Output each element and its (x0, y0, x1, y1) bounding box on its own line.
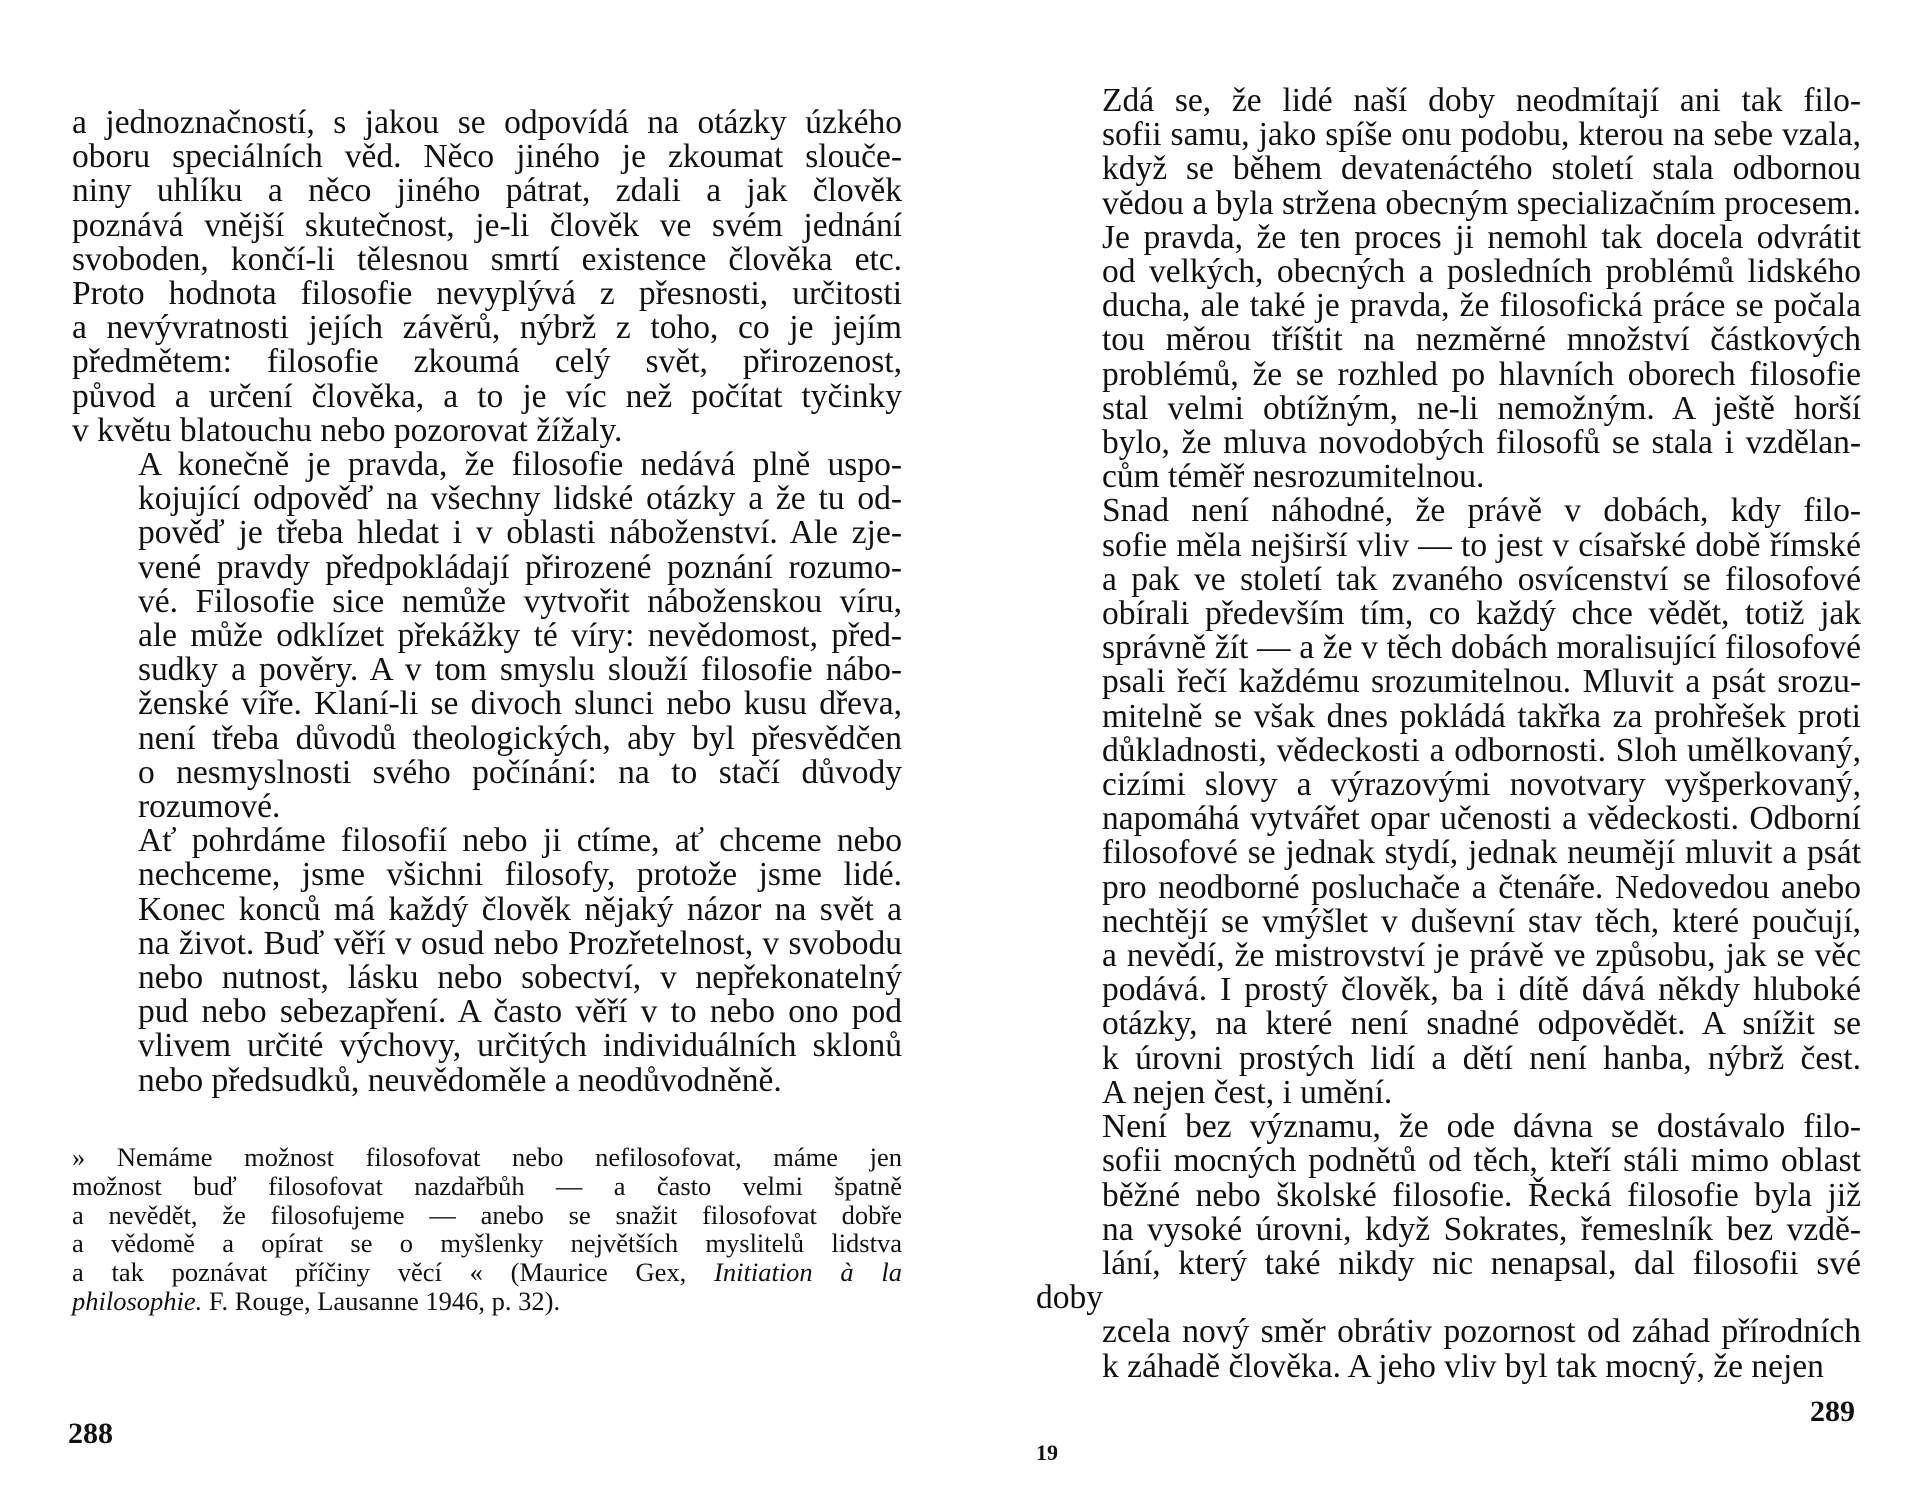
text-line: Snad není náhodné, že právě v dobách, kdy filo- (1102, 492, 1861, 530)
text-line: o nesmyslnosti svého počínání: na to stačí důvody (138, 753, 902, 791)
text-line: není třeba důvodů theologických, aby byl přesvědčen (138, 719, 902, 757)
text-line: na život. Buď věří v osud nebo Prozřetelnost, v svobodu (138, 924, 902, 962)
text-line: cům téměř nesrozumitelnou. (1102, 458, 1485, 496)
text-line: filosofové se jednak stydí, jednak neumějí mluvit a psát (1102, 834, 1861, 872)
text-line: pověď je třeba hledat i v oblasti náboženství. Ale zje- (138, 514, 902, 552)
text-line: svoboden, končí-li tělesnou smrtí existence člověka etc. (72, 240, 902, 278)
footnote (72, 1143, 902, 1316)
text-line: A nejen čest, i umění. (1102, 1073, 1393, 1111)
text-line: stal velmi obtížným, ne-li nemožným. A ještě horší (1102, 389, 1861, 427)
text-line: Konec konců má každý člověk nějaký názor na svět a (138, 890, 902, 928)
text-line: oboru speciálních věd. Něco jiného je zkoumat slouče- (72, 138, 902, 176)
text-line: Je pravda, že ten proces ji nemohl tak docela odvrátit (1102, 218, 1861, 256)
text-line: správně žít — a že v těch dobách moralisující filosofové (1102, 629, 1861, 667)
text-line: běžné nebo školské filosofie. Řecká filosofie byla již (1102, 1176, 1861, 1214)
left-paragraph (72, 106, 902, 448)
footnote-line: philosophie. F. Rouge, Lausanne 1946, p. 32). (72, 1285, 561, 1316)
text-line: niny uhlíku a něco jiného pátrat, zdali a jak člověk (72, 172, 902, 210)
right-paragraph (1036, 1110, 1861, 1384)
text-line: rozumové. (138, 788, 281, 826)
text-line: vědou a byla stržena obecným specializačním procesem. (1102, 184, 1861, 222)
footnote-title-italic: Initiation à la (714, 1257, 903, 1288)
text-line: mitelně se však dnes pokládá takřka za prohřešek proti (1102, 697, 1861, 735)
text-line: obírali především tím, co každý chce vědět, totiž jak (1102, 595, 1861, 633)
text-line: sofie měla nejširší vliv — to jest v císařské době římské (1102, 526, 1861, 564)
text-line: problémů, že se rozhled po hlavních oborech filosofie (1102, 355, 1861, 393)
text-line: nechtějí se vmýšlet v duševní stav těch, které poučují, (1102, 902, 1861, 940)
text-line: vené pravdy předpokládají přirozené poznání rozumo- (138, 548, 902, 586)
text-line: a jednoznačností, s jakou se odpovídá na otázky úzkého (72, 104, 902, 141)
text-line: ale může odklízet překážky té víry: nevědomost, před- (138, 617, 902, 655)
footnote-title-italic: philosophie. (72, 1285, 203, 1316)
text-line: sofii mocných podnětů od těch, kteří stáli mimo oblast (1102, 1142, 1861, 1180)
text-line: nechceme, jsme všichni filosofy, protože jsme lidé. (138, 856, 902, 894)
footnote-line: možnost buď filosofovat nazdařbůh — a často velmi špatně (72, 1170, 902, 1201)
right-paragraph (1036, 494, 1861, 1110)
text-line: pro neodborné posluchače a čtenáře. Nedovedou anebo (1102, 868, 1861, 906)
footnote-line: » Nemáme možnost filosofovat nebo nefilosofovat, máme jen (72, 1142, 902, 1172)
text-line: Není bez významu, že ode dávna se dostávalo filo- (1102, 1108, 1861, 1146)
text-line: v květu blatouchu nebo pozorovat žížaly. (72, 411, 623, 449)
text-line: sudky a pověry. A v tom smyslu slouží filosofie nábo- (138, 651, 902, 689)
text-line: ženské víře. Klaní-li se divoch slunci nebo kusu dřeva, (138, 685, 902, 723)
text-line: A konečně je pravda, že filosofie nedává plně uspo- (138, 446, 902, 484)
text-line: cizími slovy a výrazovými novotvary vyšperkovaný, (1102, 766, 1861, 804)
text-line: bylo, že mluva novodobých filosofů se stala i vzdělan- (1102, 424, 1861, 462)
text-line: otázky, na které není snadné odpovědět. A snížit se (1102, 1005, 1861, 1043)
text-line: nebo nutnost, lásku nebo sobectví, v nepřekonatelný (138, 959, 902, 997)
text-line: pud nebo sebezapření. A často věří v to nebo ono pod (138, 993, 902, 1031)
text-line: když se během devatenáctého století stala odbornou (1102, 150, 1861, 188)
text-line: k záhadě člověka. A jeho vliv byl tak mocný, že nejen (1102, 1347, 1824, 1385)
text-line: vlivem určité výchovy, určitých individuálních sklonů (138, 1027, 902, 1065)
printer-signature-mark: 19 (1036, 1440, 1058, 1465)
text-line: napomáhá vytvářet opar učenosti a vědeckosti. Odborní (1102, 800, 1861, 838)
text-line: Zdá se, že lidé naší doby neodmítají ani tak filo- (1102, 82, 1861, 119)
right-paragraph (1036, 84, 1861, 494)
text-line: vé. Filosofie sice nemůže vytvořit náboženskou víru, (138, 582, 902, 620)
text-line: lání, který také nikdy nic nenapsal, dal filosofii své doby (1036, 1244, 1861, 1317)
text-line: sofii samu, jako spíše onu podobu, kterou na sebe vzala, (1102, 116, 1861, 154)
page-number-left: 288 (68, 1417, 113, 1450)
text-line: ducha, ale také je pravda, že filosofická práce se počala (1102, 287, 1861, 325)
text-line: kojující odpověď na všechny lidské otázky a že tu od- (138, 480, 902, 518)
text-line: podává. I prostý člověk, ba i dítě dává někdy hluboké (1102, 971, 1861, 1009)
text-line: nebo předsudků, neuvědoměle a neodůvodněně. (138, 1061, 782, 1099)
text-line: poznává vnější skutečnost, je-li člověk ve svém jednání (72, 206, 902, 244)
text-line: a nevědí, že mistrovství je právě ve způsobu, jak se věc (1102, 937, 1861, 975)
footnote-line: a vědomě a opírat se o myšlenky největších myslitelů lidstva (72, 1228, 902, 1259)
text-line: od velkých, obecných a posledních problémů lidského (1102, 253, 1861, 291)
text-line: a nevývratnosti jejích závěrů, nýbrž z toho, co je jejím (72, 309, 902, 347)
left-paragraph (72, 448, 902, 824)
footnote-line: a nevědět, že filosofujeme — anebo se snažit filosofovat dobře (72, 1199, 902, 1230)
text-line: na vysoké úrovni, když Sokrates, řemeslník bez vzdě- (1102, 1210, 1861, 1248)
page-number-right: 289 (1810, 1395, 1855, 1428)
left-paragraph (72, 824, 902, 1098)
text-line: předmětem: filosofie zkoumá celý svět, přirozenost, (72, 343, 902, 381)
text-line: Proto hodnota filosofie nevyplývá z přesnosti, určitosti (72, 275, 902, 313)
right-body-text (1036, 84, 1861, 1384)
text-line: k úrovni prostých lidí a dětí není hanba, nýbrž čest. (1102, 1039, 1861, 1077)
text-line: důkladnosti, vědeckosti a odbornosti. Sloh umělkovaný, (1102, 731, 1861, 769)
text-line: Ať pohrdáme filosofií nebo ji ctíme, ať chceme nebo (138, 822, 902, 860)
right-page (959, 0, 1918, 1500)
footnote-line: a tak poznávat příčiny věcí « (Maurice Gex, Initiation à la (72, 1257, 903, 1288)
text-line: zcela nový směr obrátiv pozornost od záhad přírodních (1102, 1313, 1861, 1351)
text-line: a pak ve století tak zvaného osvícenství se filosofové (1102, 560, 1861, 598)
left-body-text (72, 106, 902, 1098)
text-line: původ a určení člověka, a to je víc než počítat tyčinky (72, 377, 902, 415)
text-line: psali řečí každému srozumitelnou. Mluvit a psát srozu- (1102, 663, 1861, 701)
text-line: tou měrou tříštit na nezměrné množství částkových (1102, 321, 1861, 359)
